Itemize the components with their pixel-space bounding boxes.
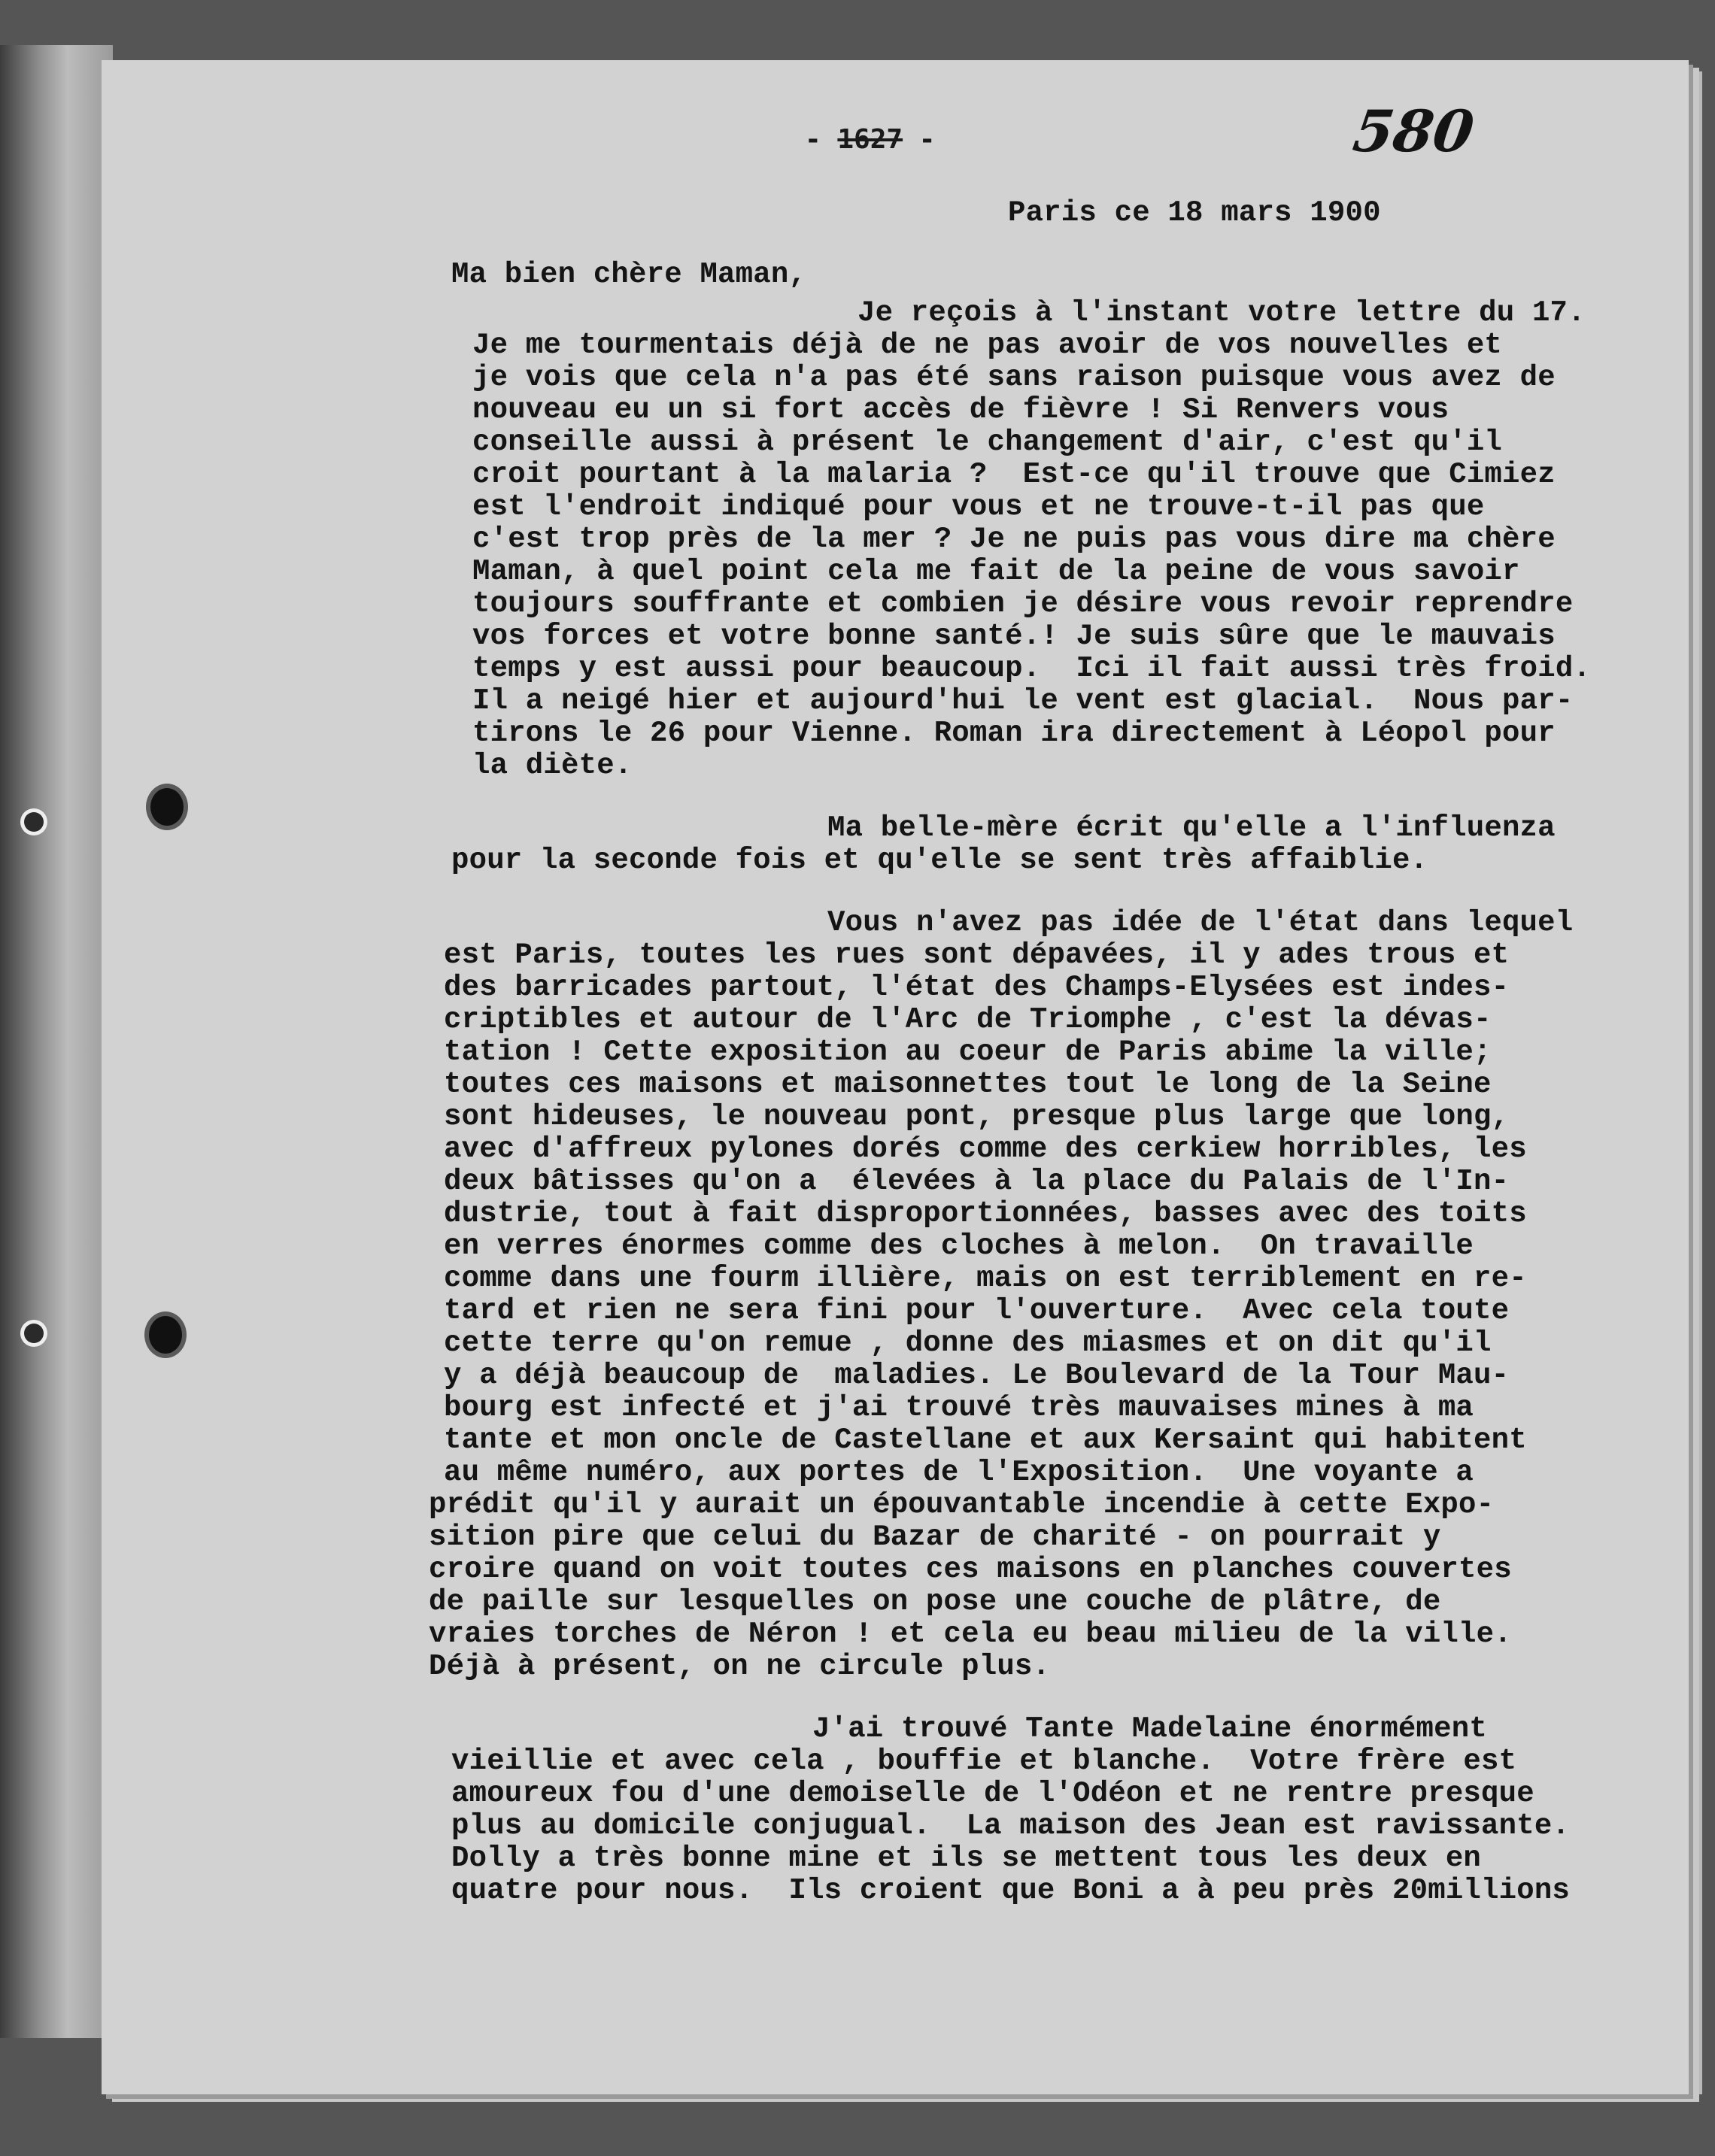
paragraph-4 [451, 1713, 1700, 1907]
paragraph-line: toujours souffrante et combien je désire vous revoir reprendre [472, 587, 1574, 620]
salutation: Ma bien chère Maman, [451, 258, 807, 291]
letter-body [429, 258, 1700, 1907]
paragraph-line: bourg est infecté et j'ai trouvé très mauvaises mines à ma [444, 1391, 1474, 1424]
paragraph-line: c'est trop près de la mer ? Je ne puis pas vous dire ma chère [472, 523, 1556, 556]
paragraph-line: des barricades partout, l'état des Champs-Elysées est indes- [444, 971, 1510, 1004]
paragraph-line: croire quand on voit toutes ces maisons en planches couvertes [429, 1553, 1512, 1586]
paragraph-line: Je me tourmentais déjà de ne pas avoir de vos nouvelles et [472, 329, 1503, 362]
paragraph-line: prédit qu'il y aurait un épouvantable incendie à cette Expo- [429, 1488, 1495, 1521]
paragraph-line: vieillie et avec cela , bouffie et blanche. Votre frère est [451, 1745, 1517, 1778]
paragraph-line: comme dans une fourm illière, mais on est terriblement en re- [444, 1262, 1527, 1295]
paragraph-line: Je reçois à l'instant votre lettre du 17. [858, 296, 1586, 329]
paragraph-line: vraies torches de Néron ! et cela eu beau milieu de la ville. [429, 1618, 1512, 1651]
paragraph-line: vos forces et votre bonne santé.! Je suis sûre que le mauvais [472, 620, 1556, 653]
punch-hole-top [150, 788, 184, 826]
paragraph-line: J'ai trouvé Tante Madelaine énormément [812, 1712, 1487, 1745]
punch-hole-bottom [149, 1316, 182, 1354]
paragraph-line: Ma belle-mère écrit qu'elle a l'influenza [827, 811, 1556, 845]
paragraph-line: nouveau eu un si fort accès de fièvre ! Si Renvers vous [472, 393, 1449, 426]
paragraph-line: criptibles et autour de l'Arc de Triomphe , c'est la dévas- [444, 1003, 1492, 1036]
paragraph-line: tard et rien ne sera fini pour l'ouverture. Avec cela toute [444, 1294, 1510, 1327]
paragraph-line: temps y est aussi pour beaucoup. Ici il fait aussi très froid. [472, 652, 1592, 685]
paragraph-line: conseille aussi à présent le changement d'air, c'est qu'il [472, 426, 1503, 459]
paragraph-line: toutes ces maisons et maisonnettes tout le long de la Seine [444, 1068, 1492, 1101]
page-number-handwritten: 580 [1349, 98, 1478, 165]
paragraph-line: avec d'affreux pylones dorés comme des cerkiew horribles, les [444, 1133, 1527, 1166]
paragraph-line: quatre pour nous. Ils croient que Boni a à peu près 20millions [451, 1874, 1571, 1907]
page-number-struck: 1627 [837, 124, 903, 155]
paragraph-line: Il a neigé hier et aujourd'hui le vent est glacial. Nous par- [472, 684, 1574, 717]
paragraph-line: amoureux fou d'une demoiselle de l'Odéon et ne rentre presque [451, 1777, 1534, 1810]
paragraph-1 [451, 297, 1700, 782]
paragraph-line: est Paris, toutes les rues sont dépavées, il y ades trous et [444, 939, 1510, 972]
paragraph-line: dustrie, tout à fait disproportionnées, basses avec des toits [444, 1197, 1527, 1230]
binder-ring-bottom [24, 1324, 44, 1343]
paragraph-line: Maman, à quel point cela me fait de la peine de vous savoir [472, 555, 1520, 588]
paragraph-line: tante et mon oncle de Castellane et aux Kersaint qui habitent [444, 1424, 1527, 1457]
paragraph-line: croit pourtant à la malaria ? Est-ce qu'il trouve que Cimiez [472, 458, 1556, 491]
page-number-center: - 1627 - [805, 124, 936, 155]
paragraph-2 [451, 812, 1700, 877]
paragraph-line: de paille sur lesquelles on pose une couche de plâtre, de [429, 1585, 1441, 1618]
paragraph-line: je vois que cela n'a pas été sans raison puisque vous avez de [472, 361, 1556, 394]
paragraph-line: deux bâtisses qu'on a élevées à la place du Palais de l'In- [444, 1165, 1510, 1198]
paragraph-line: cette terre qu'on remue , donne des miasmes et on dit qu'il [444, 1327, 1492, 1360]
paragraph-line: plus au domicile conjugual. La maison des Jean est ravissante. [451, 1809, 1571, 1842]
paragraph-line: Vous n'avez pas idée de l'état dans lequel [827, 906, 1574, 939]
paragraph-line: Déjà à présent, on ne circule plus. [429, 1650, 1051, 1683]
paragraph-line: en verres énormes comme des cloches à melon. On travaille [444, 1230, 1474, 1263]
paragraph-line: sont hideuses, le nouveau pont, presque plus large que long, [444, 1100, 1510, 1133]
paragraph-line: y a déjà beaucoup de maladies. Le Boulevard de la Tour Mau- [444, 1359, 1510, 1392]
paragraph-line: au même numéro, aux portes de l'Exposition. Une voyante a [444, 1456, 1474, 1489]
binder-spine [0, 45, 113, 2038]
paragraph-line: tation ! Cette exposition au coeur de Paris abime la ville; [444, 1036, 1492, 1069]
letter-date: Paris ce 18 mars 1900 [1008, 196, 1381, 229]
binder-ring-top [24, 812, 44, 832]
paragraph-line: Dolly a très bonne mine et ils se mettent tous les deux en [451, 1842, 1482, 1875]
paragraph-line: est l'endroit indiqué pour vous et ne trouve-t-il pas que [472, 490, 1485, 523]
paragraph-line: la diète. [472, 749, 633, 782]
paragraph-line: pour la seconde fois et qu'elle se sent très affaiblie. [451, 844, 1428, 877]
paragraph-3 [429, 906, 1700, 1683]
paragraph-line: sition pire que celui du Bazar de charité - on pourrait y [429, 1521, 1441, 1554]
paragraph-line: tirons le 26 pour Vienne. Roman ira directement à Léopol pour [472, 717, 1556, 750]
